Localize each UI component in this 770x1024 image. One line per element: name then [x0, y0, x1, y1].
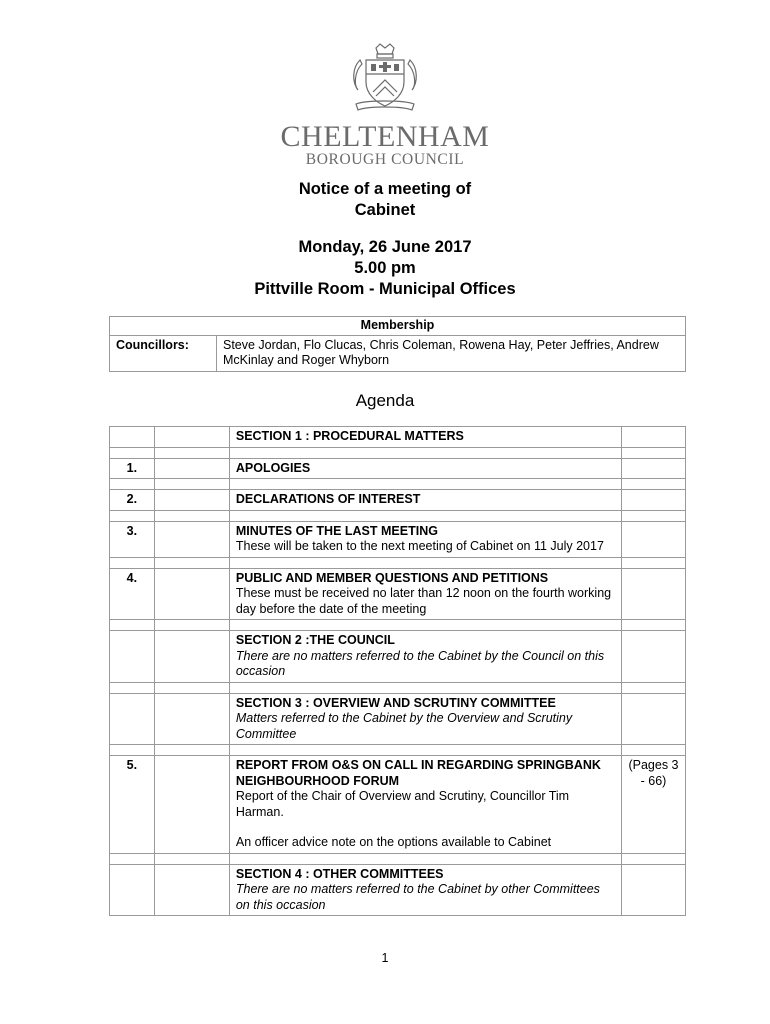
page-number: 1 [381, 951, 389, 965]
section-2-title: SECTION 2 :THE COUNCIL [235, 633, 395, 647]
section-4-description: There are no matters referred to the Cabinet by other Committees on this occasion [235, 882, 600, 912]
council-name: CHELTENHAM [280, 120, 490, 153]
meeting-date: Monday, 26 June 2017 [298, 238, 472, 256]
item-number: 4. [110, 568, 155, 620]
council-subtitle: BOROUGH COUNCIL [305, 151, 465, 168]
item-title: DECLARATIONS OF INTEREST [229, 490, 621, 511]
coat-of-arms-icon [346, 42, 424, 122]
item-description: These will be taken to the next meeting of Cabinet on 11 July 2017 [235, 539, 604, 553]
section-3-description: Matters referred to the Cabinet by the Overview and Scrutiny Committee [235, 711, 573, 741]
agenda-table [109, 426, 686, 916]
item-number: 5. [110, 756, 155, 854]
table-row [110, 631, 686, 683]
council-logo [250, 42, 520, 172]
meeting-time: 5.00 pm [354, 259, 416, 277]
notice-line-2: Cabinet [354, 201, 416, 219]
table-row [110, 490, 686, 511]
item-number: 2. [110, 490, 155, 511]
item-title: PUBLIC AND MEMBER QUESTIONS AND PETITIONS [235, 570, 549, 585]
table-row [110, 427, 686, 448]
table-row [110, 864, 686, 916]
item-note: An officer advice note on the options available to Cabinet [235, 835, 552, 849]
item-description: These must be received no later than 12 noon on the fourth working day before the date of the meeting [235, 586, 612, 616]
table-row [110, 693, 686, 745]
table-row [110, 521, 686, 557]
section-4-title: SECTION 4 : OTHER COMMITTEES [235, 866, 444, 881]
item-number: 3. [110, 521, 155, 557]
notice-line-1: Notice of a meeting of [298, 180, 472, 198]
item-title: MINUTES OF THE LAST MEETING [235, 523, 438, 538]
membership-table [109, 316, 686, 372]
item-pages: (Pages 3 - 66) [621, 756, 685, 854]
section-2-description: There are no matters referred to the Cabinet by the Council on this occasion [235, 648, 605, 678]
item-title: REPORT FROM O&S ON CALL IN REGARDING SPRINGBANK NEIGHBOURHOOD FORUM [235, 758, 601, 788]
agenda-heading: Agenda [355, 391, 415, 410]
meeting-venue: Pittville Room - Municipal Offices [254, 280, 516, 298]
table-row [110, 458, 686, 479]
meeting-details [0, 237, 770, 300]
notice-heading [0, 179, 770, 221]
item-description: Report of the Chair of Overview and Scrutiny, Councillor Tim Harman. [235, 789, 570, 819]
councillors-label: Councillors: [110, 335, 217, 371]
item-number: 1. [110, 458, 155, 479]
table-row [110, 568, 686, 620]
councillors-list: Steve Jordan, Flo Clucas, Chris Coleman, Rowena Hay, Peter Jeffries, Andrew McKinlay and Roger Whyborn [217, 335, 686, 371]
section-1-title: SECTION 1 : PROCEDURAL MATTERS [229, 427, 621, 448]
item-title: APOLOGIES [229, 458, 621, 479]
membership-heading: Membership [110, 317, 686, 336]
table-row [110, 756, 686, 854]
section-3-title: SECTION 3 : OVERVIEW AND SCRUTINY COMMITTEE [235, 695, 556, 710]
